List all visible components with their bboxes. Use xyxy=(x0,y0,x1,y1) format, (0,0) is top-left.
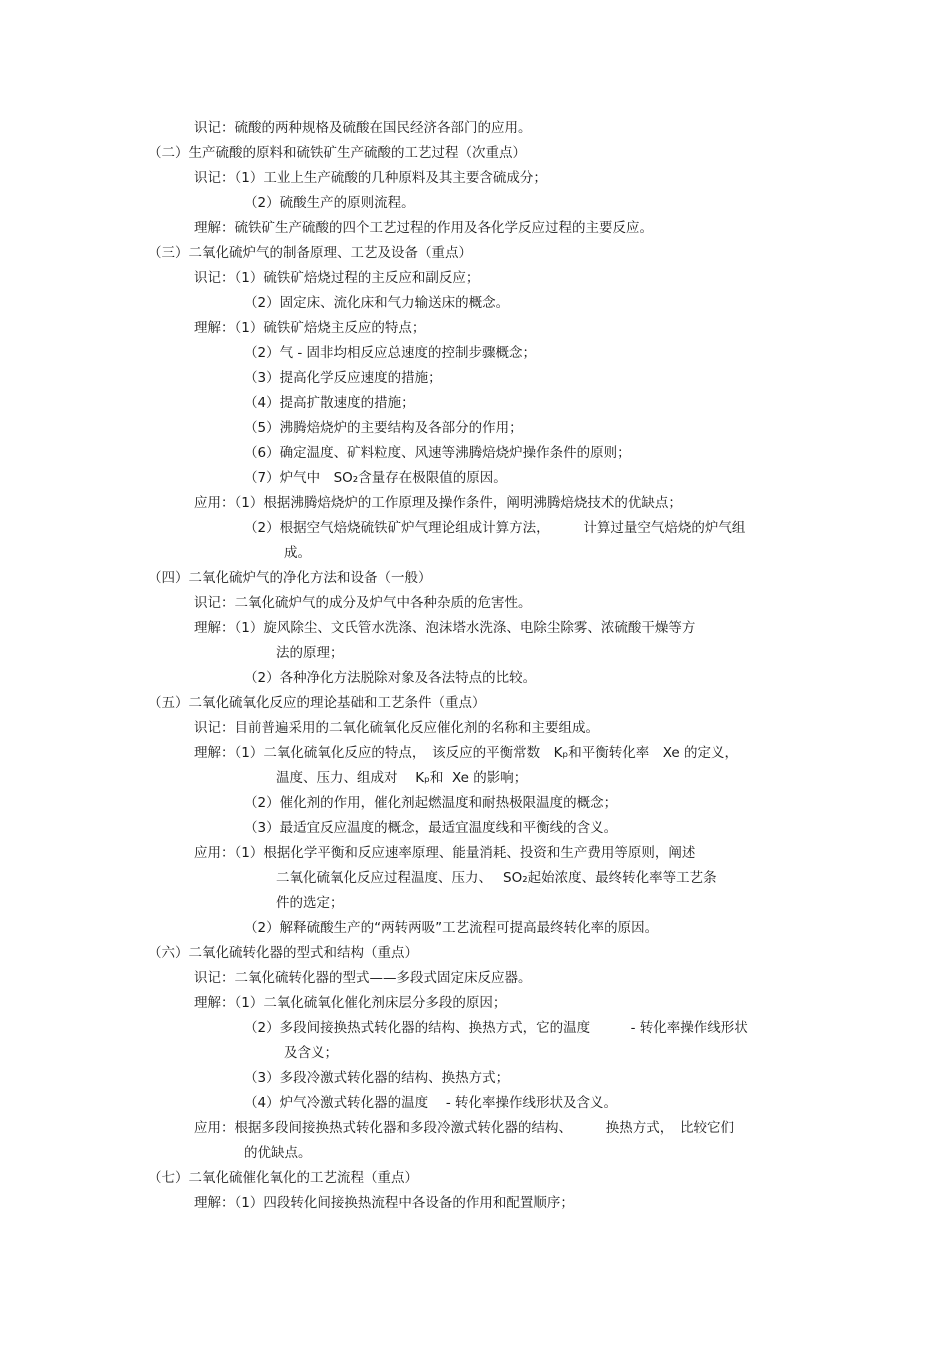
text-line-39: （3）多段冷激式转化器的结构、换热方式； xyxy=(244,1070,510,1086)
section-heading-5: （五）二氧化硫氧化反应的理论基础和工艺条件（重点） xyxy=(148,695,486,711)
text-line-42: 的优缺点。 xyxy=(244,1145,312,1161)
text-line-11: （3）提高化学反应速度的措施； xyxy=(244,370,442,386)
text-line-29: （3）最适宜反应温度的概念，最适宜温度线和平衡线的含义。 xyxy=(244,820,618,836)
section-heading-4: （四）二氧化硫炉气的净化方法和设备（一般） xyxy=(148,570,432,586)
text-line-36: 理解：（1）二氧化硫氧化催化剂床层分多段的原因； xyxy=(194,995,507,1011)
text-line-4: （2）硫酸生产的原则流程。 xyxy=(244,195,415,211)
text-line-27: 温度、压力、组成对 Kₚ和 Xe 的影响； xyxy=(276,770,528,786)
text-line-31: 二氧化硫氧化反应过程温度、压力、 SO₂起始浓度、最终转化率等工艺条 xyxy=(276,870,717,886)
text-line-9: 理解：（1）硫铁矿焙烧主反应的特点； xyxy=(194,320,426,336)
text-line-44: 理解：（1）四段转化间接换热流程中各设备的作用和配置顺序； xyxy=(194,1195,574,1211)
text-line-26: 理解：（1）二氧化硫氧化反应的特点， 该反应的平衡常数 Kₚ和平衡转化率 Xe 的定义， xyxy=(194,745,738,761)
text-line-10: （2）气 - 固非均相反应总速度的控制步骤概念； xyxy=(244,345,537,361)
text-line-23: （2）各种净化方法脱除对象及各法特点的比较。 xyxy=(244,670,537,686)
text-line-38: 及含义； xyxy=(284,1045,338,1061)
text-line-41: 应用：根据多段间接换热式转化器和多段冷激式转化器的结构、 换热方式， 比较它们 xyxy=(194,1120,734,1136)
text-line-13: （5）沸腾焙烧炉的主要结构及各部分的作用； xyxy=(244,420,523,436)
text-line-22: 法的原理； xyxy=(276,645,344,661)
text-line-17: （2）根据空气焙烧硫铁矿炉气理论组成计算方法， 计算过量空气焙烧的炉气组 xyxy=(244,520,746,536)
text-line-40: （4）炉气冷激式转化器的温度 - 转化率操作线形状及含义。 xyxy=(244,1095,618,1111)
text-line-30: 应用：（1）根据化学平衡和反应速率原理、能量消耗、投资和生产费用等原则，阐述 xyxy=(194,845,696,861)
text-line-3: 识记：（1）工业上生产硫酸的几种原料及其主要含硫成分； xyxy=(194,170,547,186)
text-line-35: 识记：二氧化硫转化器的型式——多段式固定床反应器。 xyxy=(194,970,532,986)
text-line-1: 识记：硫酸的两种规格及硫酸在国民经济各部门的应用。 xyxy=(194,120,532,136)
text-line-15: （7）炉气中 SO₂含量存在极限值的原因。 xyxy=(244,470,507,486)
text-line-8: （2）固定床、流化床和气力输送床的概念。 xyxy=(244,295,510,311)
text-line-14: （6）确定温度、矿料粒度、风速等沸腾焙烧炉操作条件的原则； xyxy=(244,445,631,461)
text-line-28: （2）催化剂的作用，催化剂起燃温度和耐热极限温度的概念； xyxy=(244,795,618,811)
text-line-21: 理解：（1）旋风除尘、文氏管水洗涤、泡沫塔水洗涤、电除尘除雾、浓硫酸干燥等方 xyxy=(194,620,696,636)
text-line-32: 件的选定； xyxy=(276,895,344,911)
text-line-33: （2）解释硫酸生产的“两转两吸”工艺流程可提高最终转化率的原因。 xyxy=(244,920,659,936)
section-heading-3: （三）二氧化硫炉气的制备原理、工艺及设备（重点） xyxy=(148,245,472,261)
section-heading-2: （二）生产硫酸的原料和硫铁矿生产硫酸的工艺过程（次重点） xyxy=(148,145,526,161)
text-line-7: 识记：（1）硫铁矿焙烧过程的主反应和副反应； xyxy=(194,270,480,286)
section-heading-7: （七）二氧化硫催化氧化的工艺流程（重点） xyxy=(148,1170,418,1186)
text-line-16: 应用：（1）根据沸腾焙烧炉的工作原理及操作条件，阐明沸腾焙烧技术的优缺点； xyxy=(194,495,682,511)
text-line-37: （2）多段间接换热式转化器的结构、换热方式，它的温度 - 转化率操作线形状 xyxy=(244,1020,748,1036)
text-line-18: 成。 xyxy=(284,545,311,561)
text-line-20: 识记：二氧化硫炉气的成分及炉气中各种杂质的危害性。 xyxy=(194,595,532,611)
text-line-25: 识记：目前普遍采用的二氧化硫氧化反应催化剂的名称和主要组成。 xyxy=(194,720,599,736)
section-heading-6: （六）二氧化硫转化器的型式和结构（重点） xyxy=(148,945,418,961)
text-line-5: 理解：硫铁矿生产硫酸的四个工艺过程的作用及各化学反应过程的主要反应。 xyxy=(194,220,653,236)
text-line-12: （4）提高扩散速度的措施； xyxy=(244,395,415,411)
